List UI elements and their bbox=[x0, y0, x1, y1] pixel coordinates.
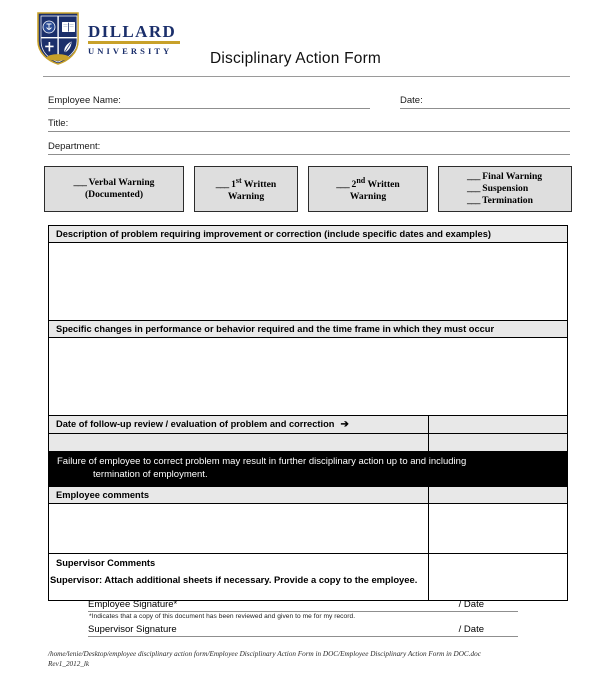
title-label: Title: bbox=[48, 118, 69, 129]
failure-warning-line2: termination of employment. bbox=[93, 468, 208, 480]
warning-option-verbal[interactable] bbox=[44, 166, 184, 212]
header-divider bbox=[43, 76, 570, 77]
second-written-checkbox-blank[interactable]: ___ bbox=[336, 179, 350, 191]
dillard-shield-icon bbox=[36, 11, 80, 66]
arrow-right-icon: ➔ bbox=[340, 419, 349, 430]
first-written-word: Written bbox=[241, 179, 277, 191]
final-warning-label: Final Warning bbox=[482, 171, 543, 182]
suspension-checkbox-blank[interactable]: ___ bbox=[467, 183, 480, 194]
first-written-checkbox-blank[interactable]: ___ bbox=[215, 179, 229, 191]
followup-header-label: Date of follow-up review / evaluation of problem and correction bbox=[56, 419, 335, 429]
department-input[interactable] bbox=[48, 154, 570, 155]
supervisor-instruction: Supervisor: Attach additional sheets if necessary. Provide a copy to the employee. bbox=[50, 574, 418, 585]
wordmark-gold-rule bbox=[88, 41, 180, 44]
title-row bbox=[0, 109, 600, 132]
dillard-wordmark bbox=[88, 23, 188, 56]
failure-warning-band bbox=[49, 452, 567, 487]
document-path-line2: Rev1_2012_lk bbox=[48, 659, 90, 668]
warning-option-second-written[interactable] bbox=[308, 166, 428, 212]
date-label: Date: bbox=[400, 95, 423, 106]
verbal-label-line2: (Documented) bbox=[84, 189, 144, 200]
supervisor-signature-date-label: / Date bbox=[458, 624, 484, 635]
signature-footnote: *Indicates that a copy of this document has been reviewed and given to me for my record. bbox=[89, 613, 356, 620]
second-written-label-line2: Warning bbox=[349, 191, 387, 203]
employee-signature-line[interactable] bbox=[88, 596, 518, 612]
second-written-word: Written bbox=[365, 179, 400, 191]
employee-info-fields bbox=[0, 86, 600, 155]
department-label: Department: bbox=[48, 141, 101, 152]
followup-value-row bbox=[49, 434, 567, 452]
employee-comments-side[interactable] bbox=[429, 504, 567, 553]
employee-comments-header-row bbox=[49, 487, 567, 504]
termination-checkbox-blank[interactable]: ___ bbox=[467, 195, 480, 206]
wordmark-university: UNIVERSITY bbox=[88, 45, 173, 56]
first-written-suffix: st bbox=[235, 175, 242, 185]
warning-level-selector bbox=[44, 166, 572, 212]
page-title: Disciplinary Action Form bbox=[210, 50, 382, 67]
form-header bbox=[0, 0, 600, 80]
second-written-suffix: nd bbox=[356, 175, 366, 185]
second-written-number: 2 bbox=[351, 179, 357, 191]
employee-name-row bbox=[0, 86, 600, 109]
signature-block bbox=[88, 596, 518, 637]
changes-textarea[interactable] bbox=[49, 338, 567, 416]
dillard-university-logo bbox=[36, 11, 186, 71]
verbal-label-line1: Verbal Warning bbox=[88, 177, 155, 188]
supervisor-comments-side[interactable] bbox=[429, 554, 567, 600]
employee-signature-label: Employee Signature* bbox=[88, 599, 178, 610]
followup-header-spacer bbox=[429, 416, 567, 433]
followup-header-cell bbox=[49, 416, 429, 433]
employee-name-label: Employee Name: bbox=[48, 95, 121, 106]
verbal-checkbox-blank[interactable]: ___ bbox=[73, 177, 87, 188]
warning-option-final-group[interactable] bbox=[438, 166, 572, 212]
department-row bbox=[0, 132, 600, 155]
final-warning-checkbox-blank[interactable]: ___ bbox=[467, 171, 480, 182]
employee-comments-row bbox=[49, 504, 567, 554]
supervisor-signature-line[interactable] bbox=[88, 621, 518, 637]
disciplinary-details-table bbox=[48, 225, 568, 601]
followup-date-input[interactable] bbox=[429, 434, 567, 451]
supervisor-signature-label: Supervisor Signature bbox=[88, 624, 177, 635]
suspension-label: Suspension bbox=[482, 183, 529, 194]
employee-comments-header: Employee comments bbox=[49, 487, 429, 503]
employee-comments-textarea[interactable] bbox=[49, 504, 429, 553]
description-textarea[interactable] bbox=[49, 243, 567, 321]
description-section-header: Description of problem requiring improvement or correction (include specific dates and examples) bbox=[49, 226, 567, 243]
followup-value-left[interactable] bbox=[49, 434, 429, 451]
first-written-number: 1 bbox=[231, 179, 236, 191]
first-written-label-line2: Warning bbox=[227, 191, 265, 203]
supervisor-comments-header: Supervisor Comments bbox=[56, 558, 156, 568]
changes-section-header: Specific changes in performance or behavior required and the time frame in which they must occur bbox=[49, 321, 567, 338]
document-path-footer bbox=[48, 650, 578, 669]
employee-comments-header-spacer bbox=[429, 487, 567, 503]
termination-label: Termination bbox=[482, 195, 533, 206]
wordmark-dillard: DILLARD bbox=[88, 22, 177, 41]
document-path-line1: /home/lenie/Desktop/employee disciplinary action form/Employee Disciplinary Action Form in DOC/Employee Disciplinary Action Form in DOC.doc bbox=[48, 650, 481, 658]
warning-option-first-written[interactable] bbox=[194, 166, 298, 212]
employee-signature-date-label: / Date bbox=[458, 599, 484, 610]
followup-header-row bbox=[49, 416, 567, 434]
failure-warning-line1: Failure of employee to correct problem may result in further disciplinary action up to and including bbox=[57, 456, 467, 467]
